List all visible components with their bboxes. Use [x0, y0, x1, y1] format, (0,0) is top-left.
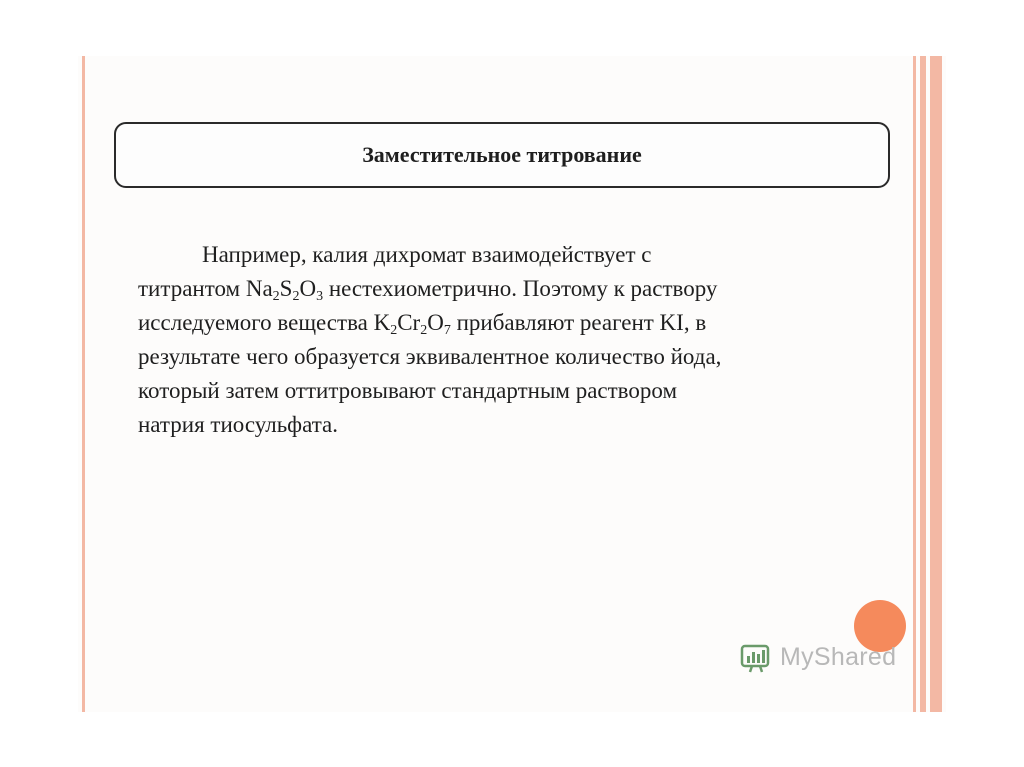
slide-body — [138, 238, 898, 442]
right-frame-line-1 — [913, 56, 916, 712]
body-line-1: Например, калия дихромат взаимодействует с — [202, 242, 652, 267]
body-line-4: результате чего образуется эквивалентное количество йода, — [138, 344, 722, 369]
formula-na2s2o3: $Na_2S_2O_3$ — [245, 276, 324, 304]
right-frame-line-3 — [930, 56, 942, 712]
body-line-5: который затем оттитровывают стандартным раствором — [138, 378, 677, 403]
right-frame-line-2 — [920, 56, 926, 712]
slide-title: Заместительное титрование — [362, 142, 642, 167]
formula-k2cr2o7: $K_2Cr_2O_7$ — [373, 310, 451, 338]
title-box — [114, 122, 890, 188]
myshared-logo-icon — [740, 640, 774, 674]
watermark-text: MyShared — [780, 642, 897, 671]
body-line-3: исследуемого вещества $K_2Cr_2O_7$ прибавляют реагент KI, в — [138, 310, 707, 338]
body-line-2: титрантом $Na_2S_2O_3$ нестехиометрично. Поэтому к раствору — [138, 276, 718, 304]
watermark — [740, 640, 896, 674]
left-frame-line — [82, 56, 85, 712]
body-line-6: натрия тиосульфата. — [138, 412, 338, 437]
